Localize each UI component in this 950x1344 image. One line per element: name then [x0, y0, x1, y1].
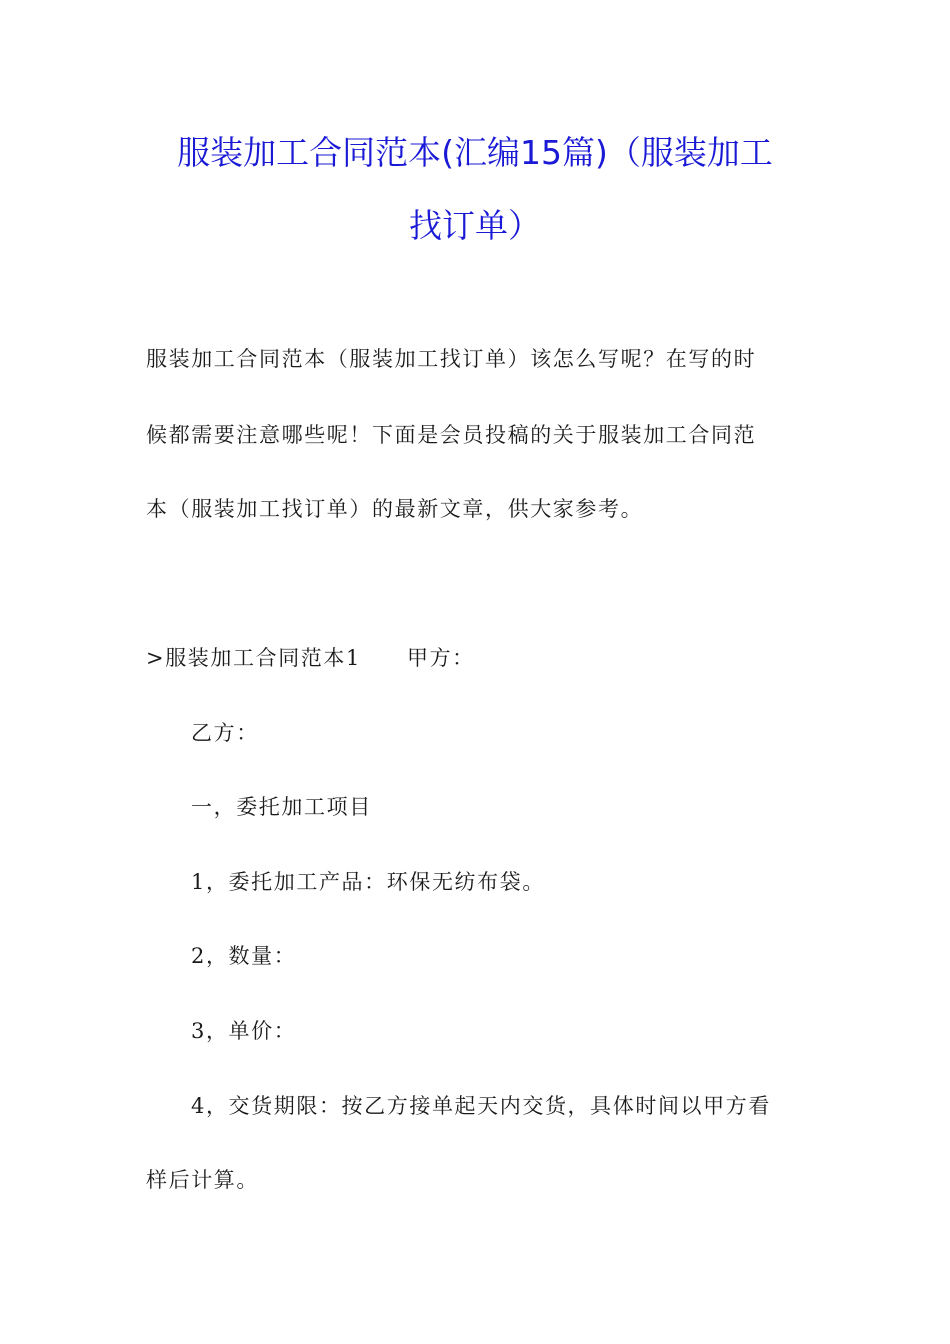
section-heading-row [146, 648, 475, 669]
clause-item-2: 2，数量： [191, 944, 297, 968]
clause-item-3: 3，单价： [191, 1019, 297, 1043]
intro-line-3: 本（服装加工找订单）的最新文章，供大家参考。 [146, 497, 644, 521]
clause-item-4-line-1: 4，交货期限：按乙方接单起天内交货，具体时间以甲方看 [191, 1094, 771, 1118]
clause-title: 一，委托加工项目 [191, 795, 372, 819]
clause-item-1: 1，委托加工产品：环保无纺布袋。 [191, 870, 545, 894]
clause-item-4-line-2: 样后计算。 [146, 1168, 259, 1192]
party-a-label: 甲方： [406, 646, 475, 670]
intro-line-1: 服装加工合同范本（服装加工找订单）该怎么写呢？在写的时 [146, 347, 757, 371]
document-title-line-1: 服装加工合同范本(汇编15篇)（服装加工 [177, 133, 773, 172]
party-b-label: 乙方： [191, 721, 259, 745]
document-title-line-2: 找订单） [409, 206, 541, 245]
section-heading: >服装加工合同范本1 [146, 646, 361, 670]
intro-line-2: 候都需要注意哪些呢！下面是会员投稿的关于服装加工合同范 [146, 423, 757, 447]
